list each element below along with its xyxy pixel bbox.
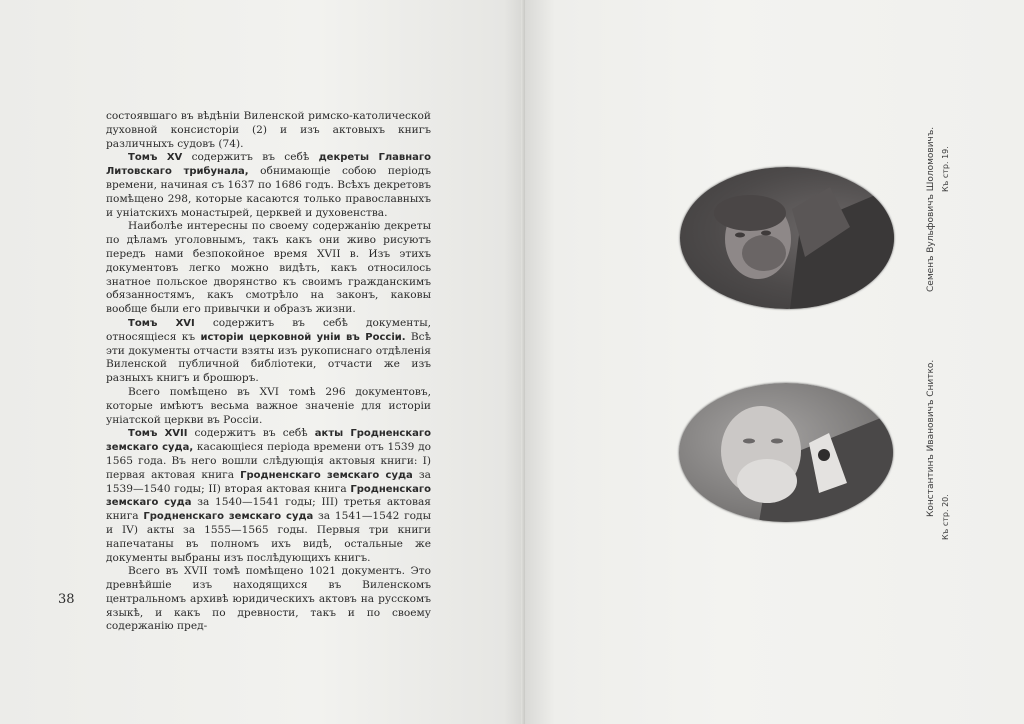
bold-text-segment: Гродненскаго земскаго суда: [143, 511, 314, 523]
text-segment: за 1539—1540 годы; II) вторая актовая книга: [106, 468, 431, 495]
page-number: 38: [58, 592, 75, 607]
photo-bottom-caption: Константинъ Ивановичъ Снитко.: [926, 359, 936, 517]
body-paragraph: [106, 110, 431, 151]
body-paragraph: [106, 220, 431, 317]
body-text: [106, 110, 431, 634]
text-segment: за 1540—1541 годы; III) третья актовая книга: [106, 496, 431, 523]
bold-text-segment: Томъ XVII: [128, 428, 188, 440]
bold-text-segment: Томъ XVI: [128, 317, 195, 329]
body-paragraph: [106, 565, 431, 634]
bold-text-segment: Гродненскаго земскаго суда: [240, 469, 413, 481]
right-page: [525, 0, 1024, 724]
bold-text-segment: акты Гродненскаго земскаго суда,: [106, 428, 431, 454]
photo-bottom-page-ref: Къ стр. 20.: [941, 494, 950, 540]
text-segment: Всего помѣщено въ XVI томѣ 296 документовъ, которые имѣютъ весьма важное значенiе для исторiи унiатской церкви въ Россiи.: [106, 385, 431, 426]
text-segment: содержитъ въ себѣ: [182, 151, 319, 164]
body-paragraph: [106, 427, 431, 565]
text-segment: за 1541—1542 годы и IV) акты за 1555—1565 годы. Первыя три книги напечатаны въ полномъ ихъ видѣ, остальные же документы выбраны изъ послѣдующихъ книгъ.: [106, 510, 431, 564]
bold-text-segment: Томъ XV: [128, 152, 183, 164]
text-segment: состоявшаго въ вѣдѣнiи Виленской римско-католической духовной консисторiи (2) и изъ актовыхъ книгъ различныхъ судовъ (74).: [106, 110, 431, 150]
text-segment: Наиболѣе интересны по своему содержанiю декреты по дѣламъ уголовнымъ, такъ какъ они живо рисуютъ передъ нами безпокойное время XVII в. Изъ этихъ документовъ легко можно видѣть, какъ относилось знатное польское дворянство къ своимъ гражданскимъ обязанностямъ, какъ смотрѣло на законъ, каковы вообще были его привычки и образъ жизни.: [106, 220, 431, 316]
portrait-photo-bottom: [679, 383, 893, 522]
text-segment: касающiеся перiода времени отъ 1539 до 1565 года. Въ него вошли слѣдующiя актовыя книги: I) первая актовая книга: [106, 441, 431, 481]
photo-top-page-ref: Къ стр. 19.: [941, 146, 950, 192]
body-paragraph: [106, 317, 431, 386]
bold-text-segment: исторiи церковной унiи въ Россiи.: [200, 331, 406, 343]
text-segment: Всего въ XVII томѣ помѣщено 1021 документъ. Это древнѣйшiе изъ находящихся въ Виленскомъ центральномъ архивѣ юридическихъ актовъ на русскомъ языкѣ, и какъ по древности, такъ и по своему содержанiю пред-: [106, 565, 431, 633]
body-paragraph: [106, 386, 431, 427]
text-segment: обнимающiе собою перiодъ времени, начиная съ 1637 по 1686 годъ. Всѣхъ декретовъ помѣщено 298, которые касаются только православныхъ и унiатскихъ монастырей, церквей и духовенства.: [106, 165, 431, 219]
portrait-photo-top: [680, 167, 894, 309]
text-segment: содержитъ въ себѣ: [187, 427, 315, 440]
text-segment: содержитъ въ себѣ документы, относящiеся къ: [106, 316, 432, 343]
photo-top-caption: Семенъ Вульфовичъ Шоломовичъ.: [926, 126, 936, 292]
body-paragraph: [106, 151, 431, 220]
bold-text-segment: декреты Главнаго Литовскаго трибунала,: [106, 152, 431, 178]
text-segment: Всѣ эти документы отчасти взяты изъ рукописнаго отдѣленiя Виленской публичной библiотеки, отчасти же изъ разныхъ книгъ и брошюръ.: [106, 330, 431, 385]
bold-text-segment: Гродненскаго земскаго суда: [106, 483, 431, 509]
